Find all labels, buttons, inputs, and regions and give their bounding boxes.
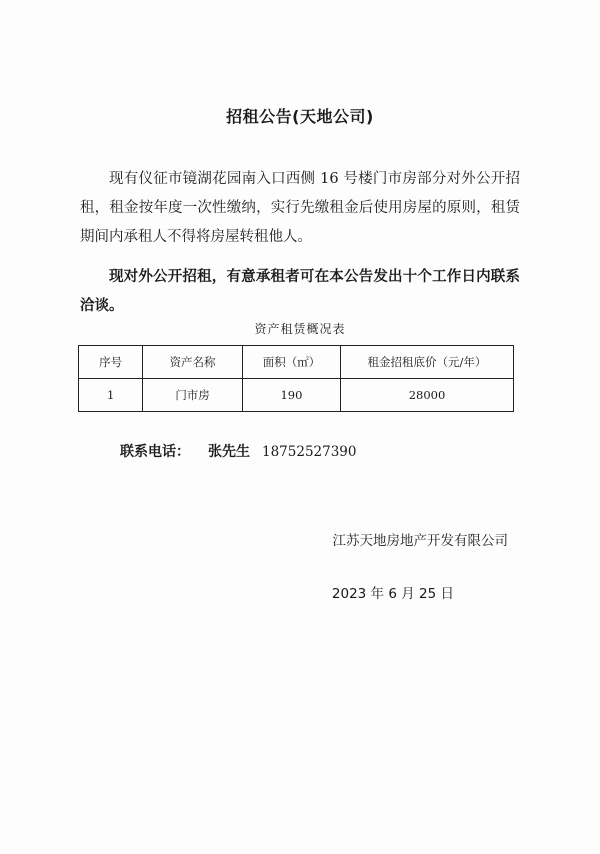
table-caption: 资产租赁概况表 [254,322,346,336]
cell-rent-price: 28000 [340,379,513,412]
rental-table [78,345,514,412]
cell-asset-name: 门市房 [143,379,243,412]
cell-area: 190 [242,379,340,412]
header-area: 面积（㎡） [242,346,340,379]
table-row [79,379,514,412]
cell-index: 1 [79,379,143,412]
contact-line [120,441,356,461]
header-rent-price: 租金招租底价（元/年） [340,346,513,379]
company-name: 江苏天地房地产开发有限公司 [332,533,508,549]
document-title: 招租公告(天地公司) [226,107,374,126]
contact-name: 张先生 [208,444,250,460]
table-header-row [79,346,514,379]
header-index: 序号 [79,346,143,379]
document-date: 2023 年 6 月 25 日 [331,586,454,602]
contact-phone: 18752527390 [262,444,357,460]
header-asset-name: 资产名称 [143,346,243,379]
contact-label: 联系电话： [120,444,190,460]
invitation-paragraph: 现对外公开招租，有意承租者可在本公告发出十个工作日内联系洽谈。 [80,269,520,314]
announcement-paragraph: 现有仪征市镜湖花园南入口西侧 16 号楼门市房部分对外公开招租，租金按年度一次性缴纳，实行先缴租金后使用房屋的原则，租赁期间内承租人不得将房屋转租他人。 [80,171,520,245]
